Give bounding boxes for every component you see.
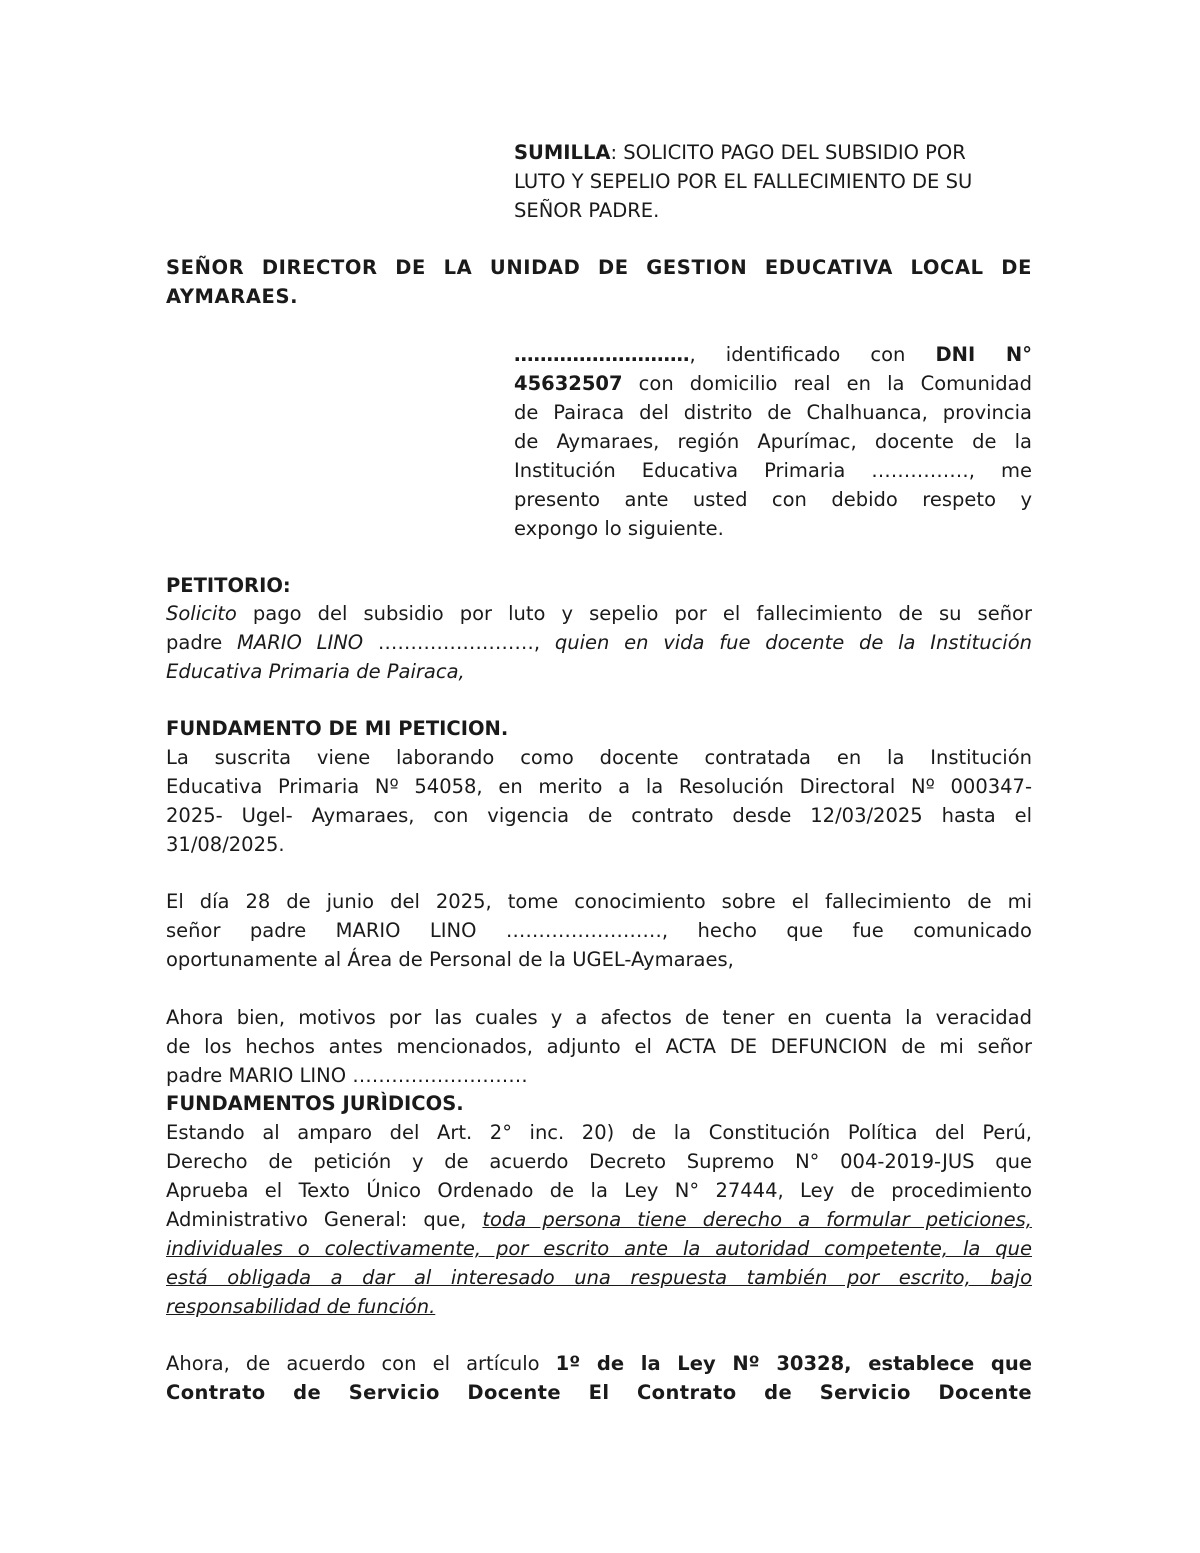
intro-line-7: expongo lo siguiente.: [514, 517, 724, 540]
addressee-line-2: AYMARAES.: [166, 285, 299, 308]
intro-line-3: de Pairaca del distrito de Chalhuanca, provincia: [514, 401, 1032, 424]
para2-line-2: señor padre MARIO LINO ……………………, hecho que fue comunicado: [166, 919, 1032, 942]
intro-line-1: ………………………, identificado con DNI N°: [514, 343, 1033, 366]
sumilla-label: SUMILLA: [514, 141, 611, 164]
juridicos-line-1: Estando al amparo del Art. 2° inc. 20) de la Constitución Política del Perú,: [166, 1121, 1032, 1144]
quoted-law-text: toda persona tiene derecho a formular peticiones,: [482, 1208, 1032, 1231]
intro-line-5: Institución Educativa Primaria ……………, me: [514, 459, 1032, 482]
para3-line-3: padre MARIO LINO ………………………: [166, 1064, 528, 1087]
para3-line-1: Ahora bien, motivos por las cuales y a afectos de tener en cuenta la veracidad: [166, 1006, 1032, 1029]
fundamento-line-4: 31/08/2025.: [166, 833, 285, 856]
dni-number: 45632507: [514, 372, 623, 395]
para5-line-1: Ahora, de acuerdo con el artículo 1º de la Ley Nº 30328, establece que: [166, 1352, 1032, 1375]
fundamento-line-1: La suscrita viene laborando como docente contratada en la Institución: [166, 746, 1032, 769]
juridicos-line-7: responsabilidad de función.: [166, 1295, 436, 1318]
intro-line-4: de Aymaraes, región Apurímac, docente de la: [514, 430, 1032, 453]
para3-line-2: de los hechos antes mencionados, adjunto el ACTA DE DEFUNCION de mi señor: [166, 1035, 1032, 1058]
fundamento-line-3: 2025- Ugel- Aymaraes, con vigencia de contrato desde 12/03/2025 hasta el: [166, 804, 1032, 827]
fundamento-heading: FUNDAMENTO DE MI PETICION.: [166, 717, 509, 740]
juridicos-line-6: está obligada a dar al interesado una respuesta también por escrito, bajo: [166, 1266, 1032, 1289]
intro-line-2: 45632507 con domicilio real en la Comunidad: [514, 372, 1032, 395]
fundamento-line-2: Educativa Primaria Nº 54058, en merito a la Resolución Directoral Nº 000347-: [166, 775, 1032, 798]
sumilla-line-3: SEÑOR PADRE.: [514, 199, 660, 222]
juridicos-line-5: individuales o colectivamente, por escrito ante la autoridad competente, la que: [166, 1237, 1032, 1260]
addressee-line-1: SEÑOR DIRECTOR DE LA UNIDAD DE GESTION EDUCATIVA LOCAL DE: [166, 256, 1032, 279]
sumilla-line-2: LUTO Y SEPELIO POR EL FALLECIMIENTO DE SU: [514, 170, 973, 193]
petitorio-line-2: padre MARIO LINO ……………………, quien en vida fue docente de la Institución: [166, 631, 1032, 654]
petitorio-line-3: Educativa Primaria de Pairaca,: [166, 660, 465, 683]
sumilla-line-1: SUMILLA: SOLICITO PAGO DEL SUBSIDIO POR: [514, 141, 966, 164]
petitorio-heading: PETITORIO:: [166, 574, 291, 597]
para2-line-1: El día 28 de junio del 2025, tome conocimiento sobre el fallecimiento de mi: [166, 890, 1032, 913]
juridicos-heading: FUNDAMENTOS JURÌDICOS.: [166, 1092, 464, 1115]
para5-line-2: Contrato de Servicio Docente El Contrato de Servicio Docente: [166, 1381, 1032, 1404]
juridicos-line-2: Derecho de petición y de acuerdo Decreto Supremo N° 004-2019-JUS que: [166, 1150, 1032, 1173]
intro-line-6: presento ante usted con debido respeto y: [514, 488, 1032, 511]
juridicos-line-4: Administrativo General: que, toda persona tiene derecho a formular peticiones,: [166, 1208, 1032, 1231]
dni-label: DNI N°: [935, 343, 1033, 366]
petitorio-line-1: Solicito pago del subsidio por luto y sepelio por el fallecimiento de su señor: [166, 602, 1032, 625]
para2-line-3: oportunamente al Área de Personal de la UGEL-Aymaraes,: [166, 948, 734, 971]
juridicos-line-3: Aprueba el Texto Único Ordenado de la Ley N° 27444, Ley de procedimiento: [166, 1179, 1032, 1202]
